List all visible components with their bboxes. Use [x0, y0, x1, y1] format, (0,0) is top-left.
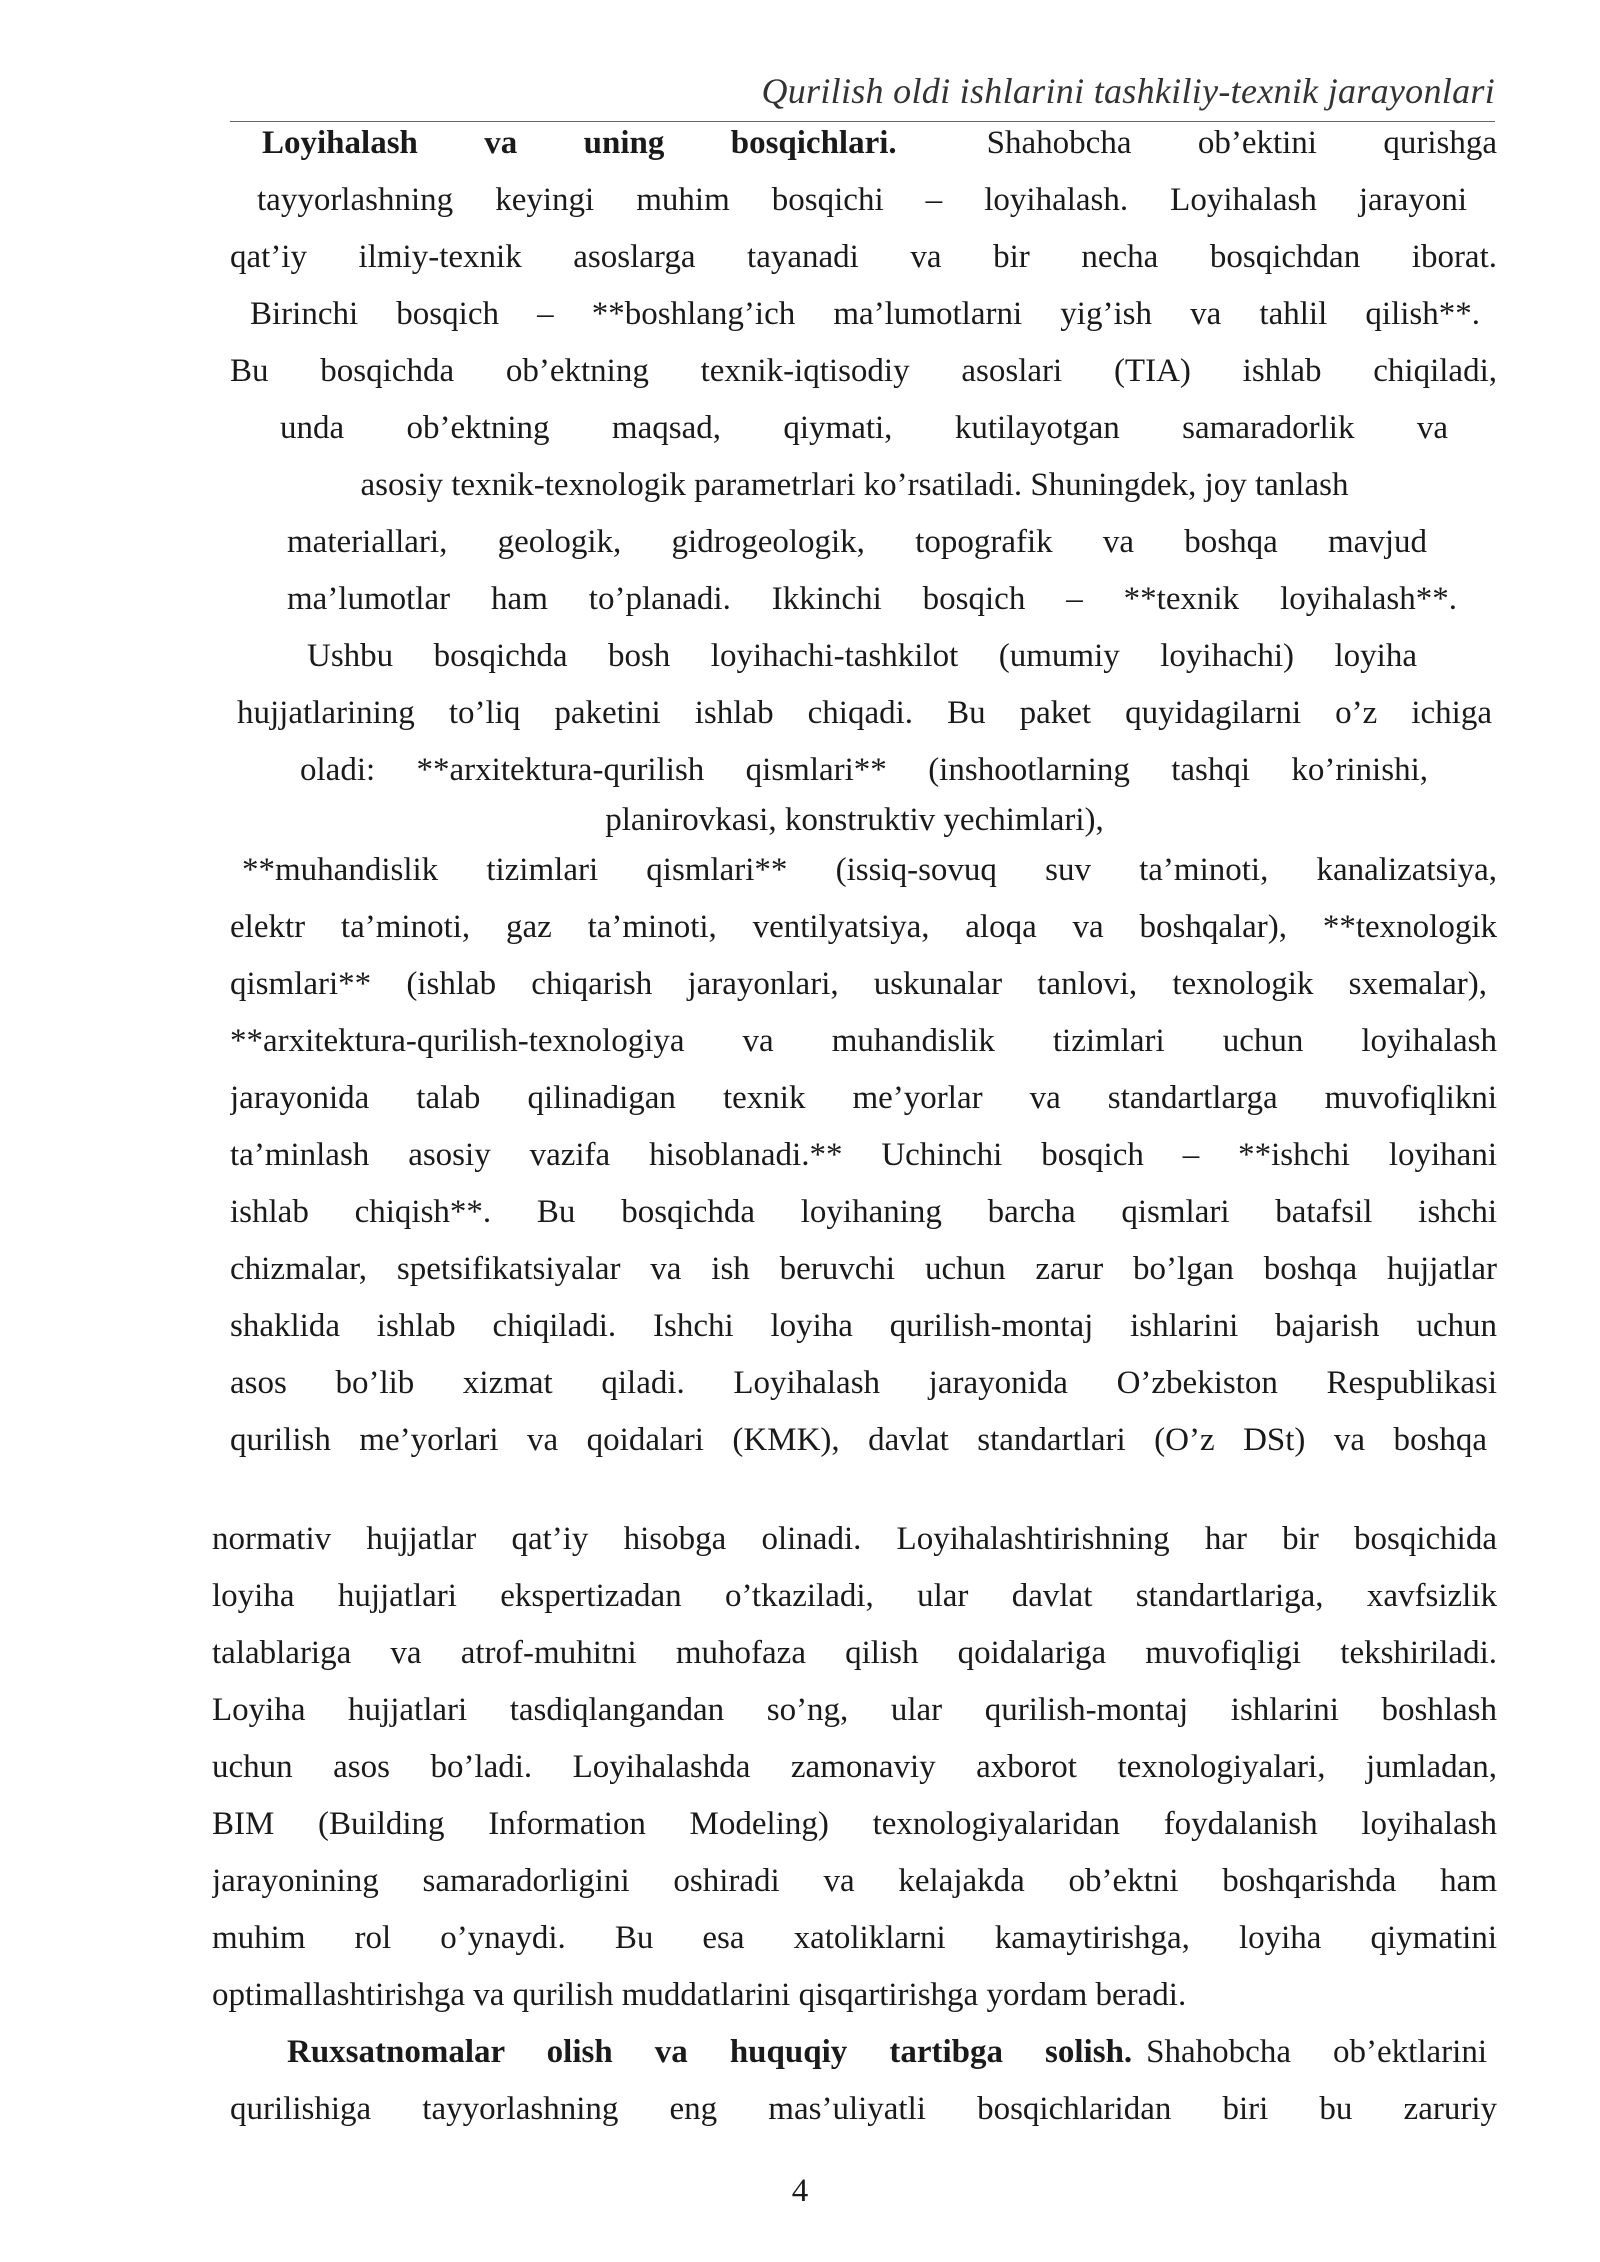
paragraph-line: qat’iy ilmiy-texnik asoslarga tayanadi va bir necha bosqichdan iborat. [230, 239, 1497, 275]
paragraph-line: ishlab chiqish**. Bu bosqichda loyihaning barcha qismlari batafsil ishchi [230, 1194, 1497, 1230]
paragraph-line: jarayonida talab qilinadigan texnik me’yorlar va standartlarga muvofiqlikni [230, 1080, 1497, 1116]
paragraph-line: asos bo’lib xizmat qiladi. Loyihalash jarayonida O’zbekiston Respublikasi [230, 1365, 1497, 1401]
paragraph-line: ta’minlash asosiy vazifa hisoblanadi.** Uchinchi bosqich – **ishchi loyihani [230, 1137, 1497, 1173]
paragraph-line: tayyorlashning keyingi muhim bosqichi – loyihalash. Loyihalash jarayoni [257, 182, 1467, 218]
paragraph-line: talablariga va atrof-muhitni muhofaza qilish qoidalariga muvofiqligi tekshiriladi. [212, 1635, 1497, 1671]
paragraph-line: **muhandislik tizimlari qismlari** (issiq-sovuq suv ta’minoti, kanalizatsiya, [242, 852, 1497, 888]
paragraph-line: planirovkasi, konstruktiv yechimlari), [605, 802, 1104, 838]
paragraph-line: oladi: **arxitektura-qurilish qismlari** (inshootlarning tashqi ko’rinishi, [300, 752, 1428, 788]
paragraph-line: Birinchi bosqich – **boshlang’ich ma’lumotlarni yig’ish va tahlil qilish**. [250, 296, 1480, 332]
paragraph-line: asosiy texnik-texnologik parametrlari ko’rsatiladi. Shuningdek, joy tanlash [360, 467, 1349, 503]
paragraph-line: optimallashtirishga va qurilish muddatlarini qisqartirishga yordam beradi. [212, 1977, 1187, 2013]
running-header: Qurilish oldi ishlarini tashkiliy-texnik jarayonlari [761, 71, 1495, 111]
paragraph-line: unda ob’ektning maqsad, qiymati, kutilayotgan samaradorlik va [280, 410, 1448, 446]
paragraph-line: Ruxsatnomalar olish va huquqiy tartibga solish. Shahobcha ob’ektlarini [287, 2034, 1487, 2070]
section-heading: Ruxsatnomalar olish va huquqiy tartibga solish. [287, 2034, 1133, 2070]
paragraph-line: **arxitektura-qurilish-texnologiya va muhandislik tizimlari uchun loyihalash [230, 1023, 1497, 1059]
paragraph-line: ma’lumotlar ham to’planadi. Ikkinchi bosqich – **texnik loyihalash**. [287, 581, 1457, 617]
paragraph-line: Loyiha hujjatlari tasdiqlangandan so’ng, ular qurilish-montaj ishlarini boshlash [212, 1692, 1497, 1728]
paragraph-line: qurilish me’yorlari va qoidalari (KMK), davlat standartlari (O’z DSt) va boshqa [230, 1422, 1487, 1458]
paragraph-line: hujjatlarining to’liq paketini ishlab chiqadi. Bu paket quyidagilarni o’z ichiga [237, 695, 1492, 731]
paragraph-line: jarayonining samaradorligini oshiradi va kelajakda ob’ektni boshqarishda ham [212, 1863, 1497, 1899]
paragraph-line: loyiha hujjatlari ekspertizadan o’tkaziladi, ular davlat standartlariga, xavfsizlik [212, 1578, 1497, 1614]
paragraph-line: qismlari** (ishlab chiqarish jarayonlari, uskunalar tanlovi, texnologik sxemalar), [230, 966, 1487, 1002]
paragraph-line: BIM (Building Information Modeling) texnologiyalaridan foydalanish loyihalash [212, 1806, 1497, 1842]
paragraph-line: shaklida ishlab chiqiladi. Ishchi loyiha qurilish-montaj ishlarini bajarish uchun [230, 1308, 1497, 1344]
paragraph-line: normativ hujjatlar qat’iy hisobga olinadi. Loyihalashtirishning har bir bosqichida [212, 1521, 1497, 1557]
paragraph-line: Bu bosqichda ob’ektning texnik-iqtisodiy asoslari (TIA) ishlab chiqiladi, [230, 353, 1497, 389]
paragraph-line: uchun asos bo’ladi. Loyihalashda zamonaviy axborot texnologiyalari, jumladan, [212, 1749, 1497, 1785]
page-number: 4 [791, 2173, 809, 2209]
paragraph-line: Loyihalash va uning bosqichlari. Shahobcha ob’ektini qurishga [262, 125, 1497, 161]
paragraph-line: Ushbu bosqichda bosh loyihachi-tashkilot (umumiy loyihachi) loyiha [307, 638, 1417, 674]
section-heading: Loyihalash va uning bosqichlari. [262, 125, 897, 161]
paragraph-line: materiallari, geologik, gidrogeologik, topografik va boshqa mavjud [287, 524, 1427, 560]
paragraph-line: muhim rol o’ynaydi. Bu esa xatoliklarni kamaytirishga, loyiha qiymatini [212, 1920, 1497, 1956]
paragraph-line: qurilishiga tayyorlashning eng mas’uliyatli bosqichlaridan biri bu zaruriy [230, 2091, 1497, 2127]
paragraph-line: chizmalar, spetsifikatsiyalar va ish beruvchi uchun zarur bo’lgan boshqa hujjatlar [230, 1251, 1497, 1287]
paragraph-line: elektr ta’minoti, gaz ta’minoti, ventilyatsiya, aloqa va boshqalar), **texnologik [230, 909, 1497, 945]
